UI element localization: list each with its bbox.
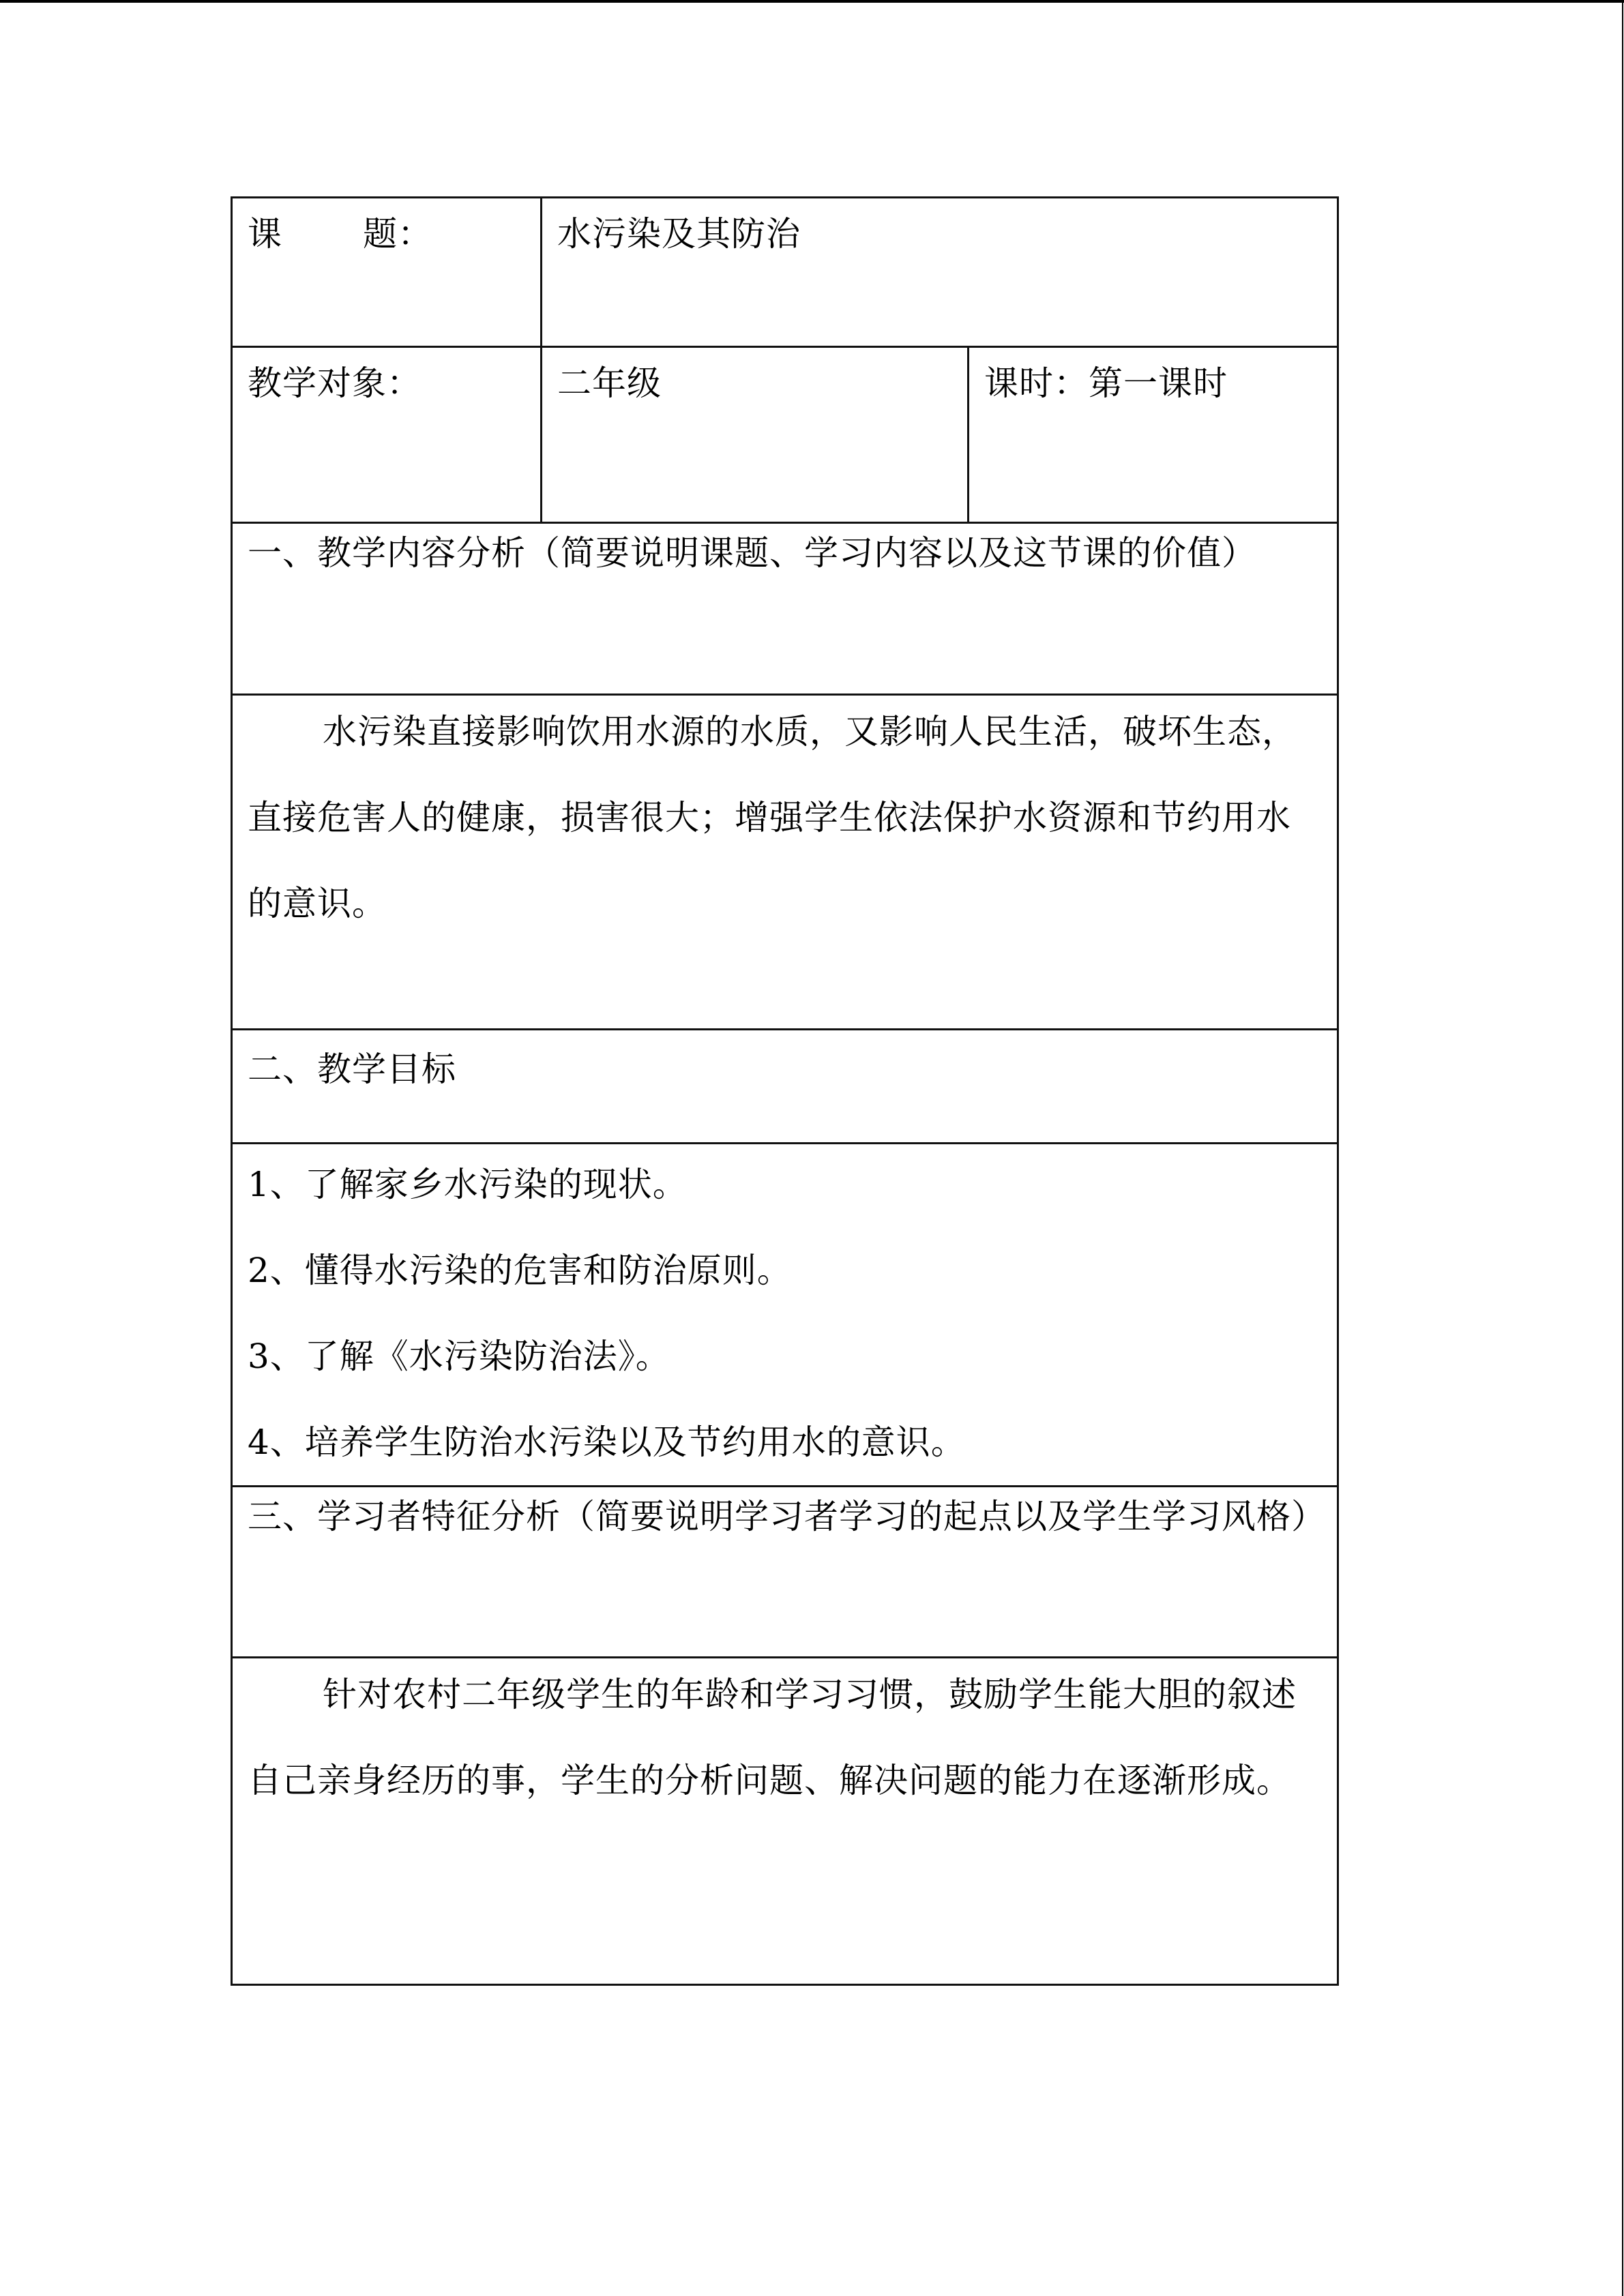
period-cell: [969, 347, 1338, 523]
section3-body-cell: [232, 1658, 1338, 1985]
section1-body-cell: [232, 695, 1338, 1030]
section1-heading: 一、教学内容分析（简要说明课题、学习内容以及这节课的价值）: [248, 533, 1256, 573]
section2-heading-row: [232, 1030, 1338, 1144]
goals-list: [248, 1142, 1322, 1485]
goal-item: 2、懂得水污染的危害和防治原则。: [248, 1251, 792, 1290]
section3-body-row: [232, 1658, 1338, 1985]
section1-body: 水污染直接影响饮用水源的水质，又影响人民生活，破坏生态，直接危害人的健康，损害很大；增强学生依法保护水资源和节约用水的意识。: [248, 712, 1297, 923]
goal-item: 1、了解家乡水污染的现状。: [248, 1165, 688, 1204]
goal-item: 4、培养学生防治水污染以及节约用水的意识。: [248, 1422, 966, 1462]
topic-label: [248, 198, 525, 254]
lesson-plan-table: [231, 196, 1339, 1986]
section1-body-row: [232, 695, 1338, 1030]
topic-value-cell: [542, 198, 1338, 347]
audience-label-cell: [232, 347, 542, 523]
period-value: 课时：第一课时: [984, 363, 1228, 403]
goal-item: 3、了解《水污染防治法》。: [248, 1337, 670, 1376]
audience-value-cell: [542, 347, 969, 523]
section1-heading-row: [232, 523, 1338, 695]
section2-heading: 二、教学目标: [248, 1049, 456, 1089]
topic-row: [232, 198, 1338, 347]
section3-heading: 三、学习者特征分析（简要说明学习者学习的起点以及学生学习风格）: [248, 1497, 1326, 1536]
section3-heading-cell: [232, 1487, 1338, 1658]
topic-label-cell: [232, 198, 542, 347]
section2-heading-cell: [232, 1030, 1338, 1144]
section2-goals-row: [232, 1144, 1338, 1487]
section1-heading-cell: [232, 523, 1338, 695]
audience-row: [232, 347, 1338, 523]
topic-label-part1: 课: [248, 214, 282, 254]
page-top-border: [0, 0, 1624, 3]
section3-body: 针对农村二年级学生的年龄和学习习惯，鼓励学生能大胆的叙述自己亲身经历的事，学生的分析问题、解决问题的能力在逐渐形成。: [248, 1675, 1297, 1800]
topic-value: 水污染及其防治: [557, 214, 801, 254]
section2-goals-cell: [232, 1144, 1338, 1487]
page-right-border: [1622, 0, 1623, 2296]
audience-label: 教学对象：: [248, 363, 422, 403]
section3-heading-row: [232, 1487, 1338, 1658]
topic-label-part2: 题：: [363, 214, 432, 254]
audience-value: 二年级: [557, 363, 662, 403]
